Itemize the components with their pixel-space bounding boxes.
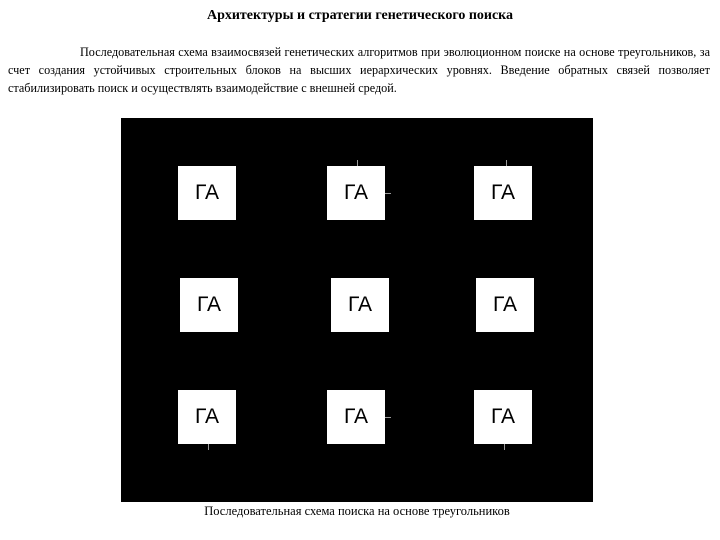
connector-stub	[504, 444, 505, 450]
ga-node-r1c1: ГА	[178, 166, 236, 220]
connector-stub	[385, 193, 391, 194]
ga-node-r2c2: ГА	[331, 278, 389, 332]
ga-node-r3c1: ГА	[178, 390, 236, 444]
connector-stub	[385, 417, 391, 418]
ga-node-r1c3: ГА	[474, 166, 532, 220]
connector-stub	[357, 160, 358, 166]
triangle-search-diagram	[121, 118, 593, 502]
ga-node-r3c3: ГА	[474, 390, 532, 444]
ga-node-r1c2: ГА	[327, 166, 385, 220]
ga-node-r3c2: ГА	[327, 390, 385, 444]
figure-caption: Последовательная схема поиска на основе треугольников	[204, 504, 510, 518]
ga-node-r2c1: ГА	[180, 278, 238, 332]
ga-node-r2c3: ГА	[476, 278, 534, 332]
connector-stub	[208, 444, 209, 450]
connector-stub	[506, 160, 507, 166]
description-paragraph: Последовательная схема взаимосвязей генетических алгоритмов при эволюционном поиске на основе треугольников, за счет создания устойчивых строительных блоков на высших иерархических уровнях. Введение обратных связей позволяет стабилизировать поиск и осуществлять взаимодействие с внешней средой.	[8, 45, 710, 95]
page-title: Архитектуры и стратегии генетического поиска	[206, 8, 514, 23]
